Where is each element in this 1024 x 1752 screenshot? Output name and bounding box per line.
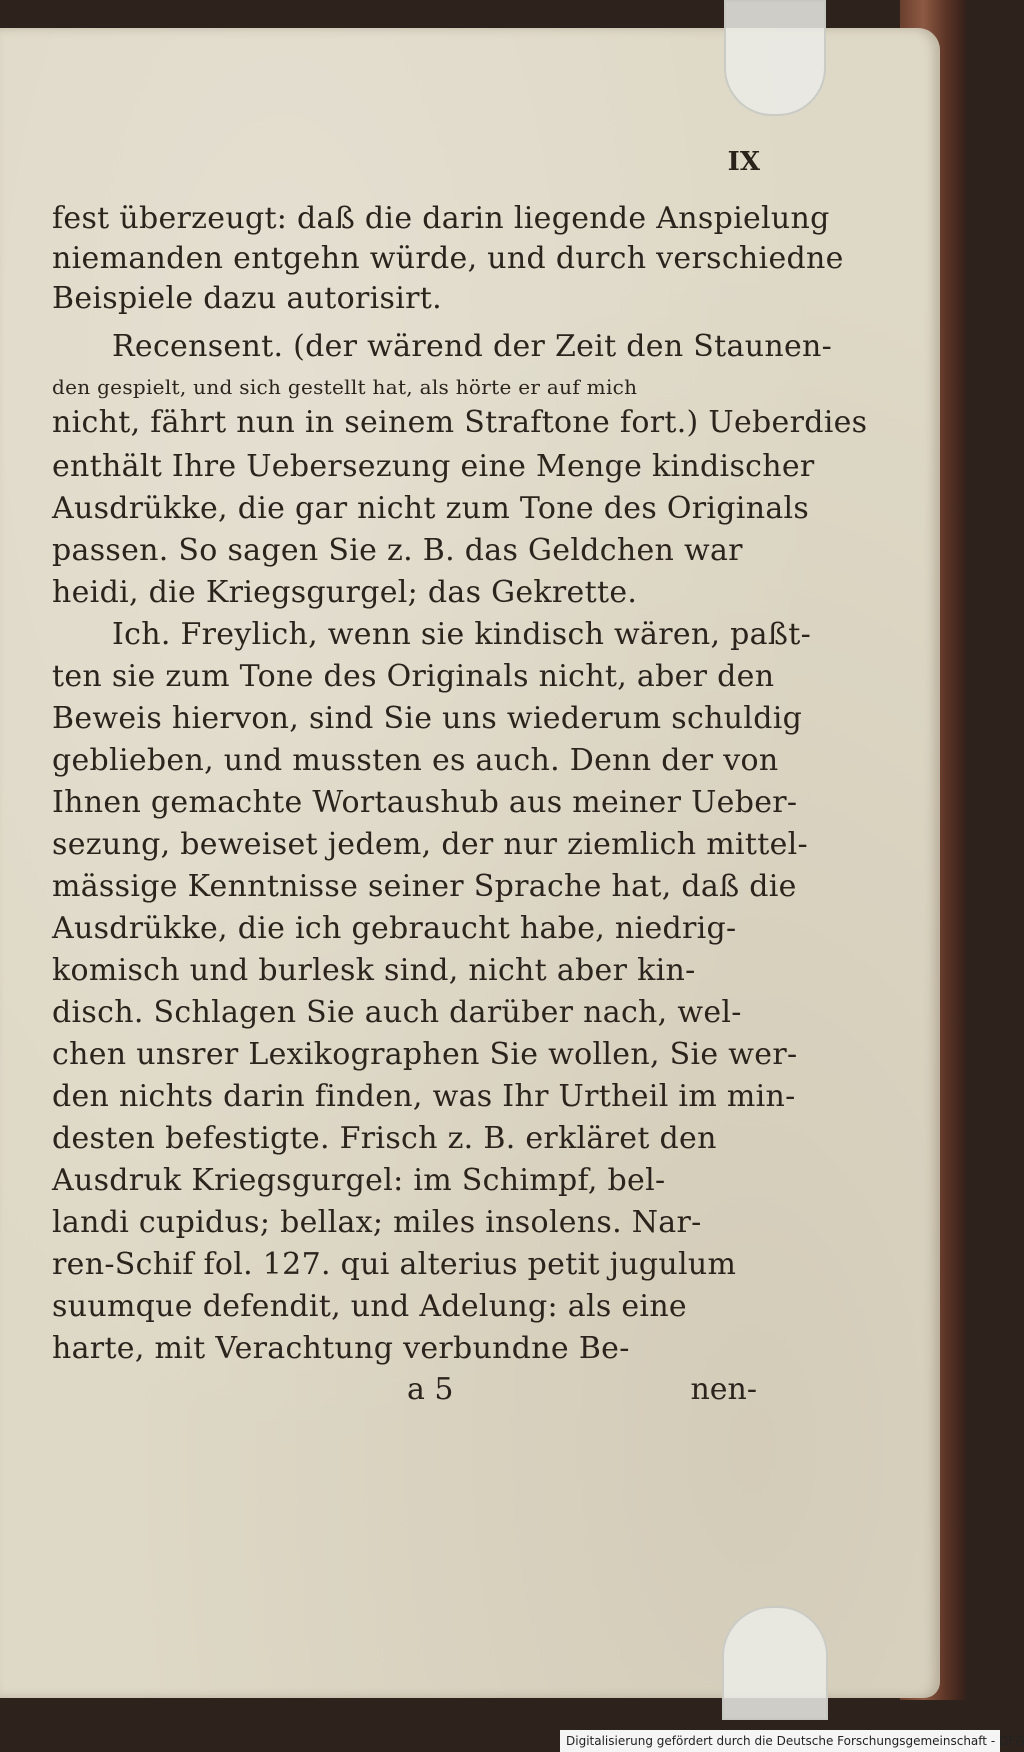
text-line: fest überzeugt: daß die darin liegende Anspielung <box>52 201 830 236</box>
signature-mark: a 5 <box>407 1372 454 1407</box>
text-line: landi cupidus; bellax; miles insolens. Nar- <box>52 1205 702 1240</box>
text-line: geblieben, und mussten es auch. Denn der von <box>52 743 779 778</box>
text-line: heidi, die Kriegsgurgel; das Gekrette. <box>52 575 638 610</box>
text-line: passen. So sagen Sie z. B. das Geldchen war <box>52 533 743 568</box>
text-line: Ausdruk Kriegsgurgel: im Schimpf, bel- <box>52 1163 666 1198</box>
text-line: den gespielt, und sich gestellt hat, als hörte er auf mich <box>52 375 638 399</box>
page-clip-bottom <box>722 1606 828 1720</box>
text-line: enthält Ihre Uebersezung eine Menge kindischer <box>52 449 815 484</box>
text-line: mässige Kenntnisse seiner Sprache hat, daß die <box>52 869 797 904</box>
page-number: IX <box>727 147 760 177</box>
text-line: desten befestigte. Frisch z. B. erkläret den <box>52 1121 717 1156</box>
text-line: chen unsrer Lexikographen Sie wollen, Sie wer- <box>52 1037 798 1072</box>
page-footer-line <box>52 1372 757 1416</box>
text-line: Beweis hiervon, sind Sie uns wiederum schuldig <box>52 701 803 736</box>
text-line: niemanden entgehn würde, und durch verschiedne <box>52 241 844 276</box>
text-line: Ausdrükke, die gar nicht zum Tone des Originals <box>52 491 810 526</box>
text-line: harte, mit Verachtung verbundne Be- <box>52 1331 630 1366</box>
text-line: disch. Schlagen Sie auch darüber nach, wel- <box>52 995 742 1030</box>
text-line: komisch und burlesk sind, nicht aber kin- <box>52 953 696 988</box>
text-line: ren-Schif fol. 127. qui alterius petit jugulum <box>52 1247 737 1282</box>
text-line: suumque defendit, und Adelung: als eine <box>52 1289 687 1324</box>
text-line: Ausdrükke, die ich gebraucht habe, niedrig- <box>52 911 737 946</box>
catchword: nen- <box>690 1372 757 1407</box>
text-line: Ihnen gemachte Wortaushub aus meiner Ueber- <box>52 785 798 820</box>
text-line: ten sie zum Tone des Originals nicht, aber den <box>52 659 775 694</box>
text-line: Recensent. (der wärend der Zeit den Staunen- <box>112 329 833 364</box>
text-line: den nichts darin finden, was Ihr Urtheil im min- <box>52 1079 796 1114</box>
text-line: nicht, fährt nun in seinem Straftone fort.) Ueberdies <box>52 405 868 440</box>
digitization-credit: Digitalisierung gefördert durch die Deutsche Forschungsgemeinschaft - DFG <box>560 1730 1000 1752</box>
page-clip-top <box>724 0 826 116</box>
text-line: sezung, beweiset jedem, der nur ziemlich mittel- <box>52 827 808 862</box>
text-line: Ich. Freylich, wenn sie kindisch wären, paßt- <box>112 617 812 652</box>
text-line: Beispiele dazu autorisirt. <box>52 281 442 316</box>
